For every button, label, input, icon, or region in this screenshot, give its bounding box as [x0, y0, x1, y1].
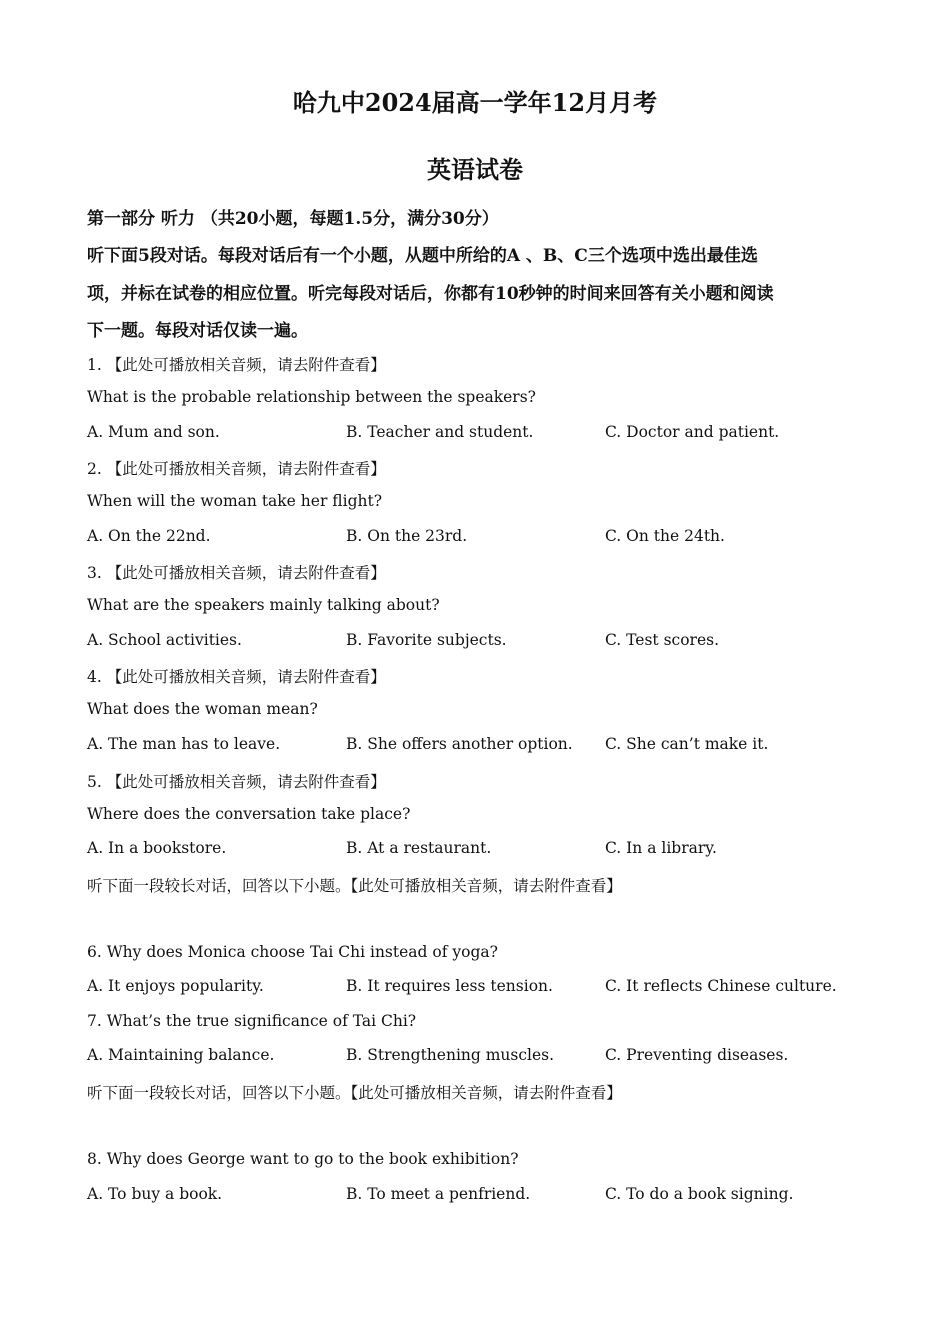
section-heading: 第一部分 听力 （共20小题，每题1.5分，满分30分） — [87, 209, 499, 229]
audio-prompt: 1. 【此处可播放相关音频，请去附件查看】 — [87, 356, 386, 374]
option-a: A. To buy a book. — [87, 1185, 223, 1203]
option-a: A. The man has to leave. — [87, 735, 281, 753]
option-a: A. Maintaining balance. — [87, 1046, 275, 1064]
audio-prompt: 3. 【此处可播放相关音频，请去附件查看】 — [87, 564, 386, 582]
instruction-line: 听下面5段对话。每段对话后有一个小题，从题中所给的A 、B、C三个选项中选出最佳选 — [87, 246, 758, 266]
option-a: A. In a bookstore. — [87, 839, 227, 857]
option-b: B. Favorite subjects. — [346, 631, 507, 649]
long-dialogue-intro: 听下面一段较长对话，回答以下小题。【此处可播放相关音频，请去附件查看】 — [87, 1084, 622, 1102]
audio-prompt: 4. 【此处可播放相关音频，请去附件查看】 — [87, 668, 386, 686]
question-text: What is the probable relationship between the speakers? — [87, 388, 536, 406]
option-c: C. Preventing diseases. — [605, 1046, 789, 1064]
option-a: A. Mum and son. — [87, 423, 220, 441]
question-text: What are the speakers mainly talking about? — [87, 596, 440, 614]
audio-prompt: 2. 【此处可播放相关音频，请去附件查看】 — [87, 460, 386, 478]
exam-title: 哈九中2024届高一学年12月月考 — [292, 88, 658, 117]
option-b: B. On the 23rd. — [346, 527, 468, 545]
audio-prompt: 5. 【此处可播放相关音频，请去附件查看】 — [87, 773, 386, 791]
option-b: B. Strengthening muscles. — [346, 1046, 555, 1064]
option-c: C. Doctor and patient. — [605, 423, 780, 441]
option-b: B. It requires less tension. — [346, 977, 553, 995]
option-a: A. School activities. — [87, 631, 242, 649]
option-b: B. She offers another option. — [346, 735, 573, 753]
question-text: 8. Why does George want to go to the book exhibition? — [87, 1150, 519, 1168]
option-b: B. To meet a penfriend. — [346, 1185, 531, 1203]
long-dialogue-intro: 听下面一段较长对话，回答以下小题。【此处可播放相关音频，请去附件查看】 — [87, 877, 622, 895]
instruction-line: 下一题。每段对话仅读一遍。 — [87, 321, 308, 341]
instruction-line: 项，并标在试卷的相应位置。听完每段对话后，你都有10秒钟的时间来回答有关小题和阅读 — [87, 284, 774, 304]
option-a: A. It enjoys popularity. — [87, 977, 264, 995]
option-b: B. Teacher and student. — [346, 423, 534, 441]
question-text: When will the woman take her flight? — [87, 492, 383, 510]
option-c: C. She can’t make it. — [605, 735, 769, 753]
option-c: C. In a library. — [605, 839, 717, 857]
question-text: What does the woman mean? — [87, 700, 318, 718]
option-b: B. At a restaurant. — [346, 839, 492, 857]
option-c: C. On the 24th. — [605, 527, 725, 545]
option-c: C. It reflects Chinese culture. — [605, 977, 837, 995]
option-c: C. Test scores. — [605, 631, 720, 649]
exam-subtitle: 英语试卷 — [427, 155, 523, 184]
question-text: 6. Why does Monica choose Tai Chi instead of yoga? — [87, 943, 498, 961]
question-text: Where does the conversation take place? — [87, 805, 411, 823]
option-a: A. On the 22nd. — [87, 527, 211, 545]
question-text: 7. What’s the true significance of Tai Chi? — [87, 1012, 417, 1030]
option-c: C. To do a book signing. — [605, 1185, 794, 1203]
